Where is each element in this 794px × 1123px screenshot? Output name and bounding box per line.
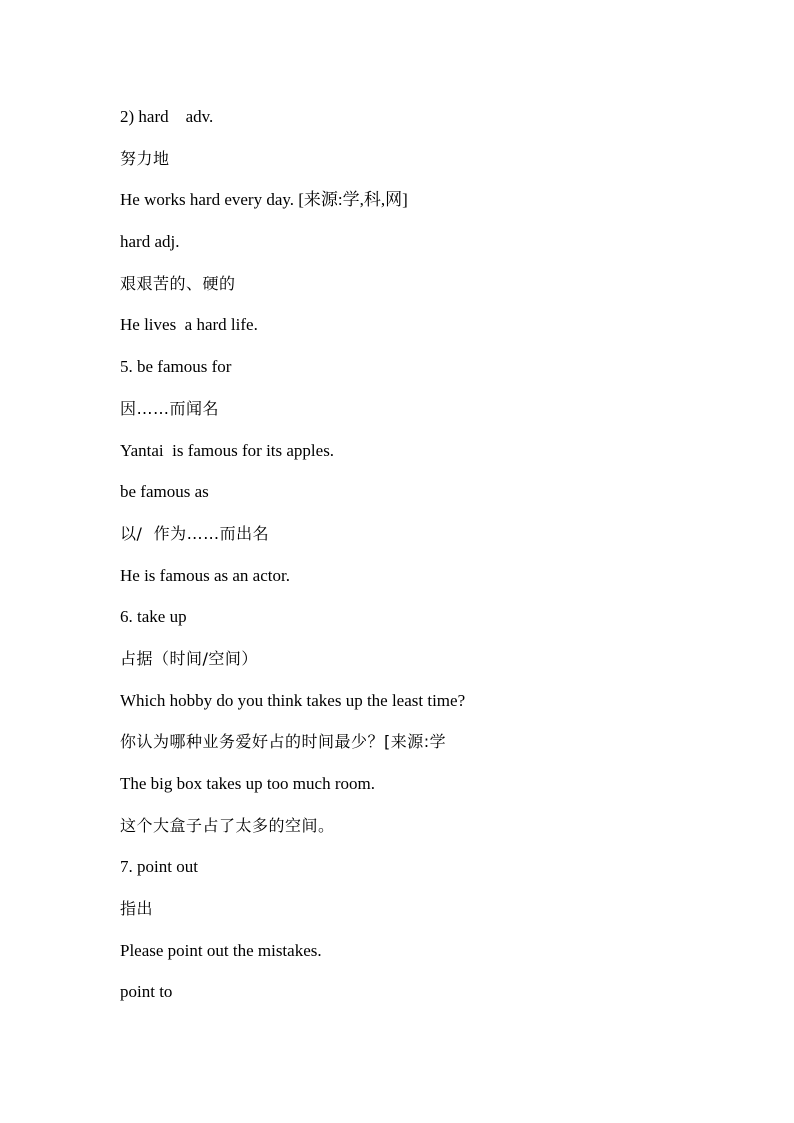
- text-line: He lives a hard life.: [120, 315, 258, 335]
- text-line: 因……而闻名: [120, 398, 220, 418]
- text-line: 艰艰苦的、硬的: [120, 273, 236, 293]
- text-line: 努力地: [120, 148, 170, 168]
- text-line: Yantai is famous for its apples.: [120, 440, 335, 460]
- text-line: Please point out the mistakes.: [120, 940, 322, 960]
- text-line: 以/ 作为……而出名: [120, 523, 270, 543]
- text-line: 你认为哪种业务爱好占的时间最少？[来源:学: [120, 732, 447, 752]
- text-line: 6. take up: [120, 607, 187, 627]
- text-line: The big box takes up too much room.: [120, 774, 375, 793]
- text-line: be famous as: [120, 482, 209, 502]
- text-line: 5. be famous for: [120, 357, 232, 377]
- text-line: He is famous as an actor.: [120, 565, 290, 585]
- text-line: He works hard every day. [来源:学,科,网]: [120, 190, 408, 210]
- text-body: [120, 106, 740, 1023]
- text-line: 7. point out: [120, 857, 198, 877]
- text-line: 2) hard adv.: [120, 107, 214, 126]
- text-line: point to: [120, 982, 173, 1002]
- text-line: hard adj.: [120, 232, 180, 252]
- text-line: 指出: [120, 899, 154, 919]
- text-line: 占据（时间/空间）: [120, 648, 258, 668]
- text-line: Which hobby do you think takes up the least time?: [120, 690, 466, 710]
- text-line: 这个大盒子占了太多的空间。: [120, 815, 335, 835]
